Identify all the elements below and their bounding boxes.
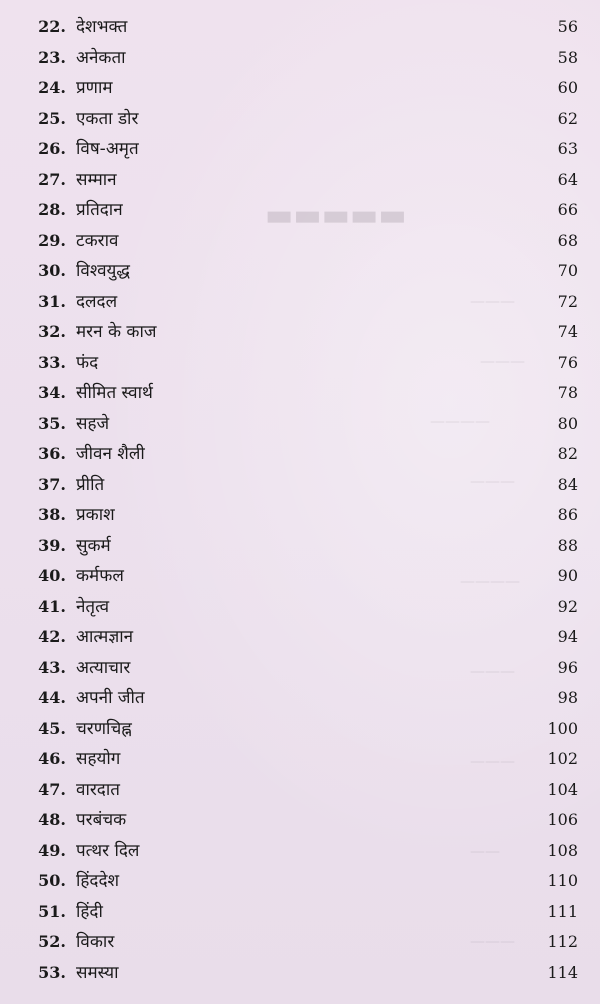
entry-page-number: 72 [557,291,578,311]
entry-title: सीमित स्वार्थ [76,383,153,403]
entry-number: 36. [38,444,66,463]
toc-entry [0,866,600,897]
entry-page-number: 82 [557,444,578,463]
bleed-through-line: —— [470,842,500,860]
entry-page-number: 80 [557,413,578,433]
entry-title: वारदात [76,779,120,800]
entry-title: अनेकता [76,47,126,68]
entry-title: हिंदी [76,901,103,922]
toc-entry [0,561,600,592]
bleed-through-line: ——— [470,662,515,680]
toc-entry [0,531,600,562]
entry-page-number: 100 [547,718,578,738]
toc-entry [0,226,600,257]
entry-title: फंद [76,352,99,373]
toc-entry [0,104,600,135]
entry-page-number: 74 [557,322,578,341]
entry-title: प्रतिदान [76,200,123,220]
entry-title: आत्मज्ञान [76,627,134,647]
entry-number: 23. [38,47,66,67]
table-of-contents [0,12,600,988]
entry-title: मरन के काज [76,322,157,342]
entry-page-number: 94 [557,627,578,646]
entry-number: 32. [38,322,66,341]
entry-number: 50. [38,871,66,890]
entry-page-number: 62 [557,108,578,128]
entry-number: 34. [38,383,66,402]
toc-entry [0,897,600,928]
entry-title: प्रकाश [76,505,115,525]
entry-page-number: 56 [557,17,578,36]
entry-number: 25. [38,108,66,128]
entry-number: 52. [38,932,66,951]
entry-title: जीवन शैली [76,444,145,464]
entry-title: एकता डोर [76,108,139,129]
entry-page-number: 111 [547,901,578,921]
toc-entry [0,317,600,348]
entry-page-number: 114 [547,962,578,982]
bleed-through-line: ———— [430,412,490,430]
entry-title: प्रणाम [76,78,113,98]
entry-title: प्रीति [76,474,105,495]
entry-number: 51. [38,901,66,921]
entry-page-number: 112 [547,932,578,951]
entry-page-number: 96 [557,657,578,677]
entry-number: 40. [38,566,66,585]
entry-number: 39. [38,535,66,555]
entry-number: 31. [38,291,66,311]
toc-entry [0,256,600,287]
entry-page-number: 66 [557,200,578,219]
entry-page-number: 88 [557,535,578,555]
bleed-through-line: ——— [470,472,515,490]
entry-number: 30. [38,261,66,280]
entry-page-number: 106 [547,810,578,829]
entry-page-number: 108 [547,840,578,860]
entry-page-number: 70 [557,261,578,280]
entry-page-number: 58 [557,47,578,67]
entry-number: 43. [38,657,66,677]
entry-number: 33. [38,352,66,372]
entry-page-number: 102 [547,749,578,768]
entry-page-number: 64 [557,169,578,189]
entry-number: 37. [38,474,66,494]
toc-entry [0,165,600,196]
entry-number: 42. [38,627,66,646]
entry-title: विकार [76,932,115,952]
entry-title: विश्वयुद्ध [76,261,130,281]
entry-title: अपनी जीत [76,688,145,708]
entry-page-number: 60 [557,78,578,97]
toc-entry [0,348,600,379]
entry-number: 45. [38,718,66,738]
toc-entry [0,195,600,226]
toc-entry [0,958,600,989]
entry-title: कर्मफल [76,566,124,586]
entry-title: परबंचक [76,810,127,830]
entry-number: 29. [38,230,66,250]
toc-entry [0,592,600,623]
toc-entry [0,683,600,714]
entry-number: 22. [38,17,66,36]
bleed-through-line: ——— [470,752,515,770]
bleed-through-heading: ▬▬▬▬▬ [265,198,407,233]
entry-page-number: 104 [547,779,578,799]
entry-title: सुकर्म [76,535,111,556]
toc-entry [0,73,600,104]
entry-title: देशभक्त [76,17,128,37]
entry-page-number: 63 [557,139,578,158]
entry-title: सम्मान [76,169,117,190]
entry-title: हिंददेश [76,871,120,891]
entry-number: 35. [38,413,66,433]
toc-entry [0,714,600,745]
entry-title: चरणचिह्न [76,718,132,739]
entry-title: नेतृत्व [76,596,110,617]
toc-entry [0,12,600,43]
entry-page-number: 98 [557,688,578,707]
toc-entry [0,500,600,531]
toc-entry [0,653,600,684]
bleed-through-line: ——— [480,352,525,370]
toc-entry [0,134,600,165]
entry-page-number: 92 [557,596,578,616]
entry-number: 28. [38,200,66,219]
entry-title: अत्याचार [76,657,131,678]
entry-number: 38. [38,505,66,524]
toc-entry [0,470,600,501]
toc-entry [0,927,600,958]
entry-page-number: 84 [557,474,578,494]
entry-title: समस्या [76,962,119,983]
toc-entry [0,622,600,653]
bleed-through-line: ——— [470,932,515,950]
entry-number: 46. [38,749,66,768]
entry-number: 49. [38,840,66,860]
entry-number: 26. [38,139,66,158]
toc-entry [0,836,600,867]
entry-page-number: 78 [557,383,578,402]
entry-title: टकराव [76,230,119,251]
entry-title: सहजे [76,413,110,434]
entry-title: विष-अमृत [76,139,139,159]
bleed-through-line: ——— [470,292,515,310]
entry-title: दलदल [76,291,118,312]
toc-entry [0,775,600,806]
bleed-through-line: ———— [460,572,520,590]
entry-page-number: 90 [557,566,578,585]
toc-entry [0,378,600,409]
entry-number: 27. [38,169,66,189]
entry-number: 41. [38,596,66,616]
entry-page-number: 110 [547,871,578,890]
toc-entry [0,805,600,836]
toc-entry [0,287,600,318]
entry-page-number: 76 [557,352,578,372]
entry-number: 24. [38,78,66,97]
toc-entry [0,43,600,74]
toc-entry [0,409,600,440]
toc-entry [0,744,600,775]
entry-page-number: 68 [557,230,578,250]
entry-number: 48. [38,810,66,829]
entry-number: 53. [38,962,66,982]
entry-number: 47. [38,779,66,799]
entry-number: 44. [38,688,66,707]
entry-title: सहयोग [76,749,121,769]
entry-page-number: 86 [557,505,578,524]
toc-entry [0,439,600,470]
entry-title: पत्थर दिल [76,840,140,861]
